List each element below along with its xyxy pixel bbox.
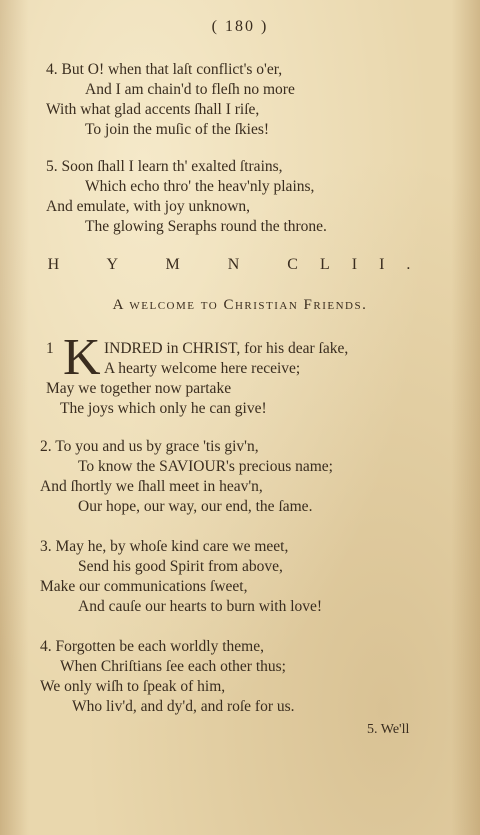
verse-line: 3. May he, by whoſe kind care we meet, xyxy=(40,538,289,555)
catchword: 5. We'll xyxy=(367,722,410,737)
verse-line: When Chriſtians ſee each other thus; xyxy=(60,658,286,675)
verse-line: 5. Soon ſhall I learn th' exalted ſtrains, xyxy=(46,158,283,175)
verse-line: Who liv'd, and dy'd, and roſe for us. xyxy=(72,698,295,715)
stanza-number: 1 xyxy=(46,340,54,357)
verse-line: We only wiſh to ſpeak of him, xyxy=(40,678,226,695)
verse-line: INDRED in CHRIST, for his dear ſake, xyxy=(104,340,349,357)
verse-line: Which echo thro' the heav'nly plains, xyxy=(85,178,315,195)
page-number: ( 180 ) xyxy=(211,18,269,35)
hymn-heading: H Y M N CLII. xyxy=(47,256,433,273)
verse-line: 4. Forgotten be each worldly theme, xyxy=(40,638,264,655)
verse-line: And cauſe our hearts to burn with love! xyxy=(78,598,323,615)
verse-line: And ſhortly we ſhall meet in heav'n, xyxy=(40,478,263,495)
verse-line: A hearty welcome here receive; xyxy=(104,360,301,377)
verse-line: The glowing Seraphs round the throne. xyxy=(85,218,327,235)
verse-line: To know the SAVIOUR's precious name; xyxy=(78,458,333,475)
hymn-subtitle: A welcome to Christian Friends. xyxy=(112,297,368,313)
verse-line: Make our communications ſweet, xyxy=(40,578,248,595)
verse-line: With what glad accents ſhall I riſe, xyxy=(46,101,260,118)
verse-line: Our hope, our way, our end, the ſame. xyxy=(78,498,313,515)
verse-line: 4. But O! when that laſt conflict's o'er, xyxy=(46,61,283,78)
verse-line: The joys which only he can give! xyxy=(60,400,267,417)
verse-line: 2. To you and us by grace 'tis giv'n, xyxy=(40,438,259,455)
verse-line: And emulate, with joy unknown, xyxy=(46,198,251,215)
drop-cap: K xyxy=(63,329,101,386)
verse-line: And I am chain'd to fleſh no more xyxy=(85,81,295,98)
verse-line: May we together now partake xyxy=(46,380,232,397)
verse-line: To join the muſic of the ſkies! xyxy=(85,121,270,138)
verse-line: Send his good Spirit from above, xyxy=(78,558,283,575)
